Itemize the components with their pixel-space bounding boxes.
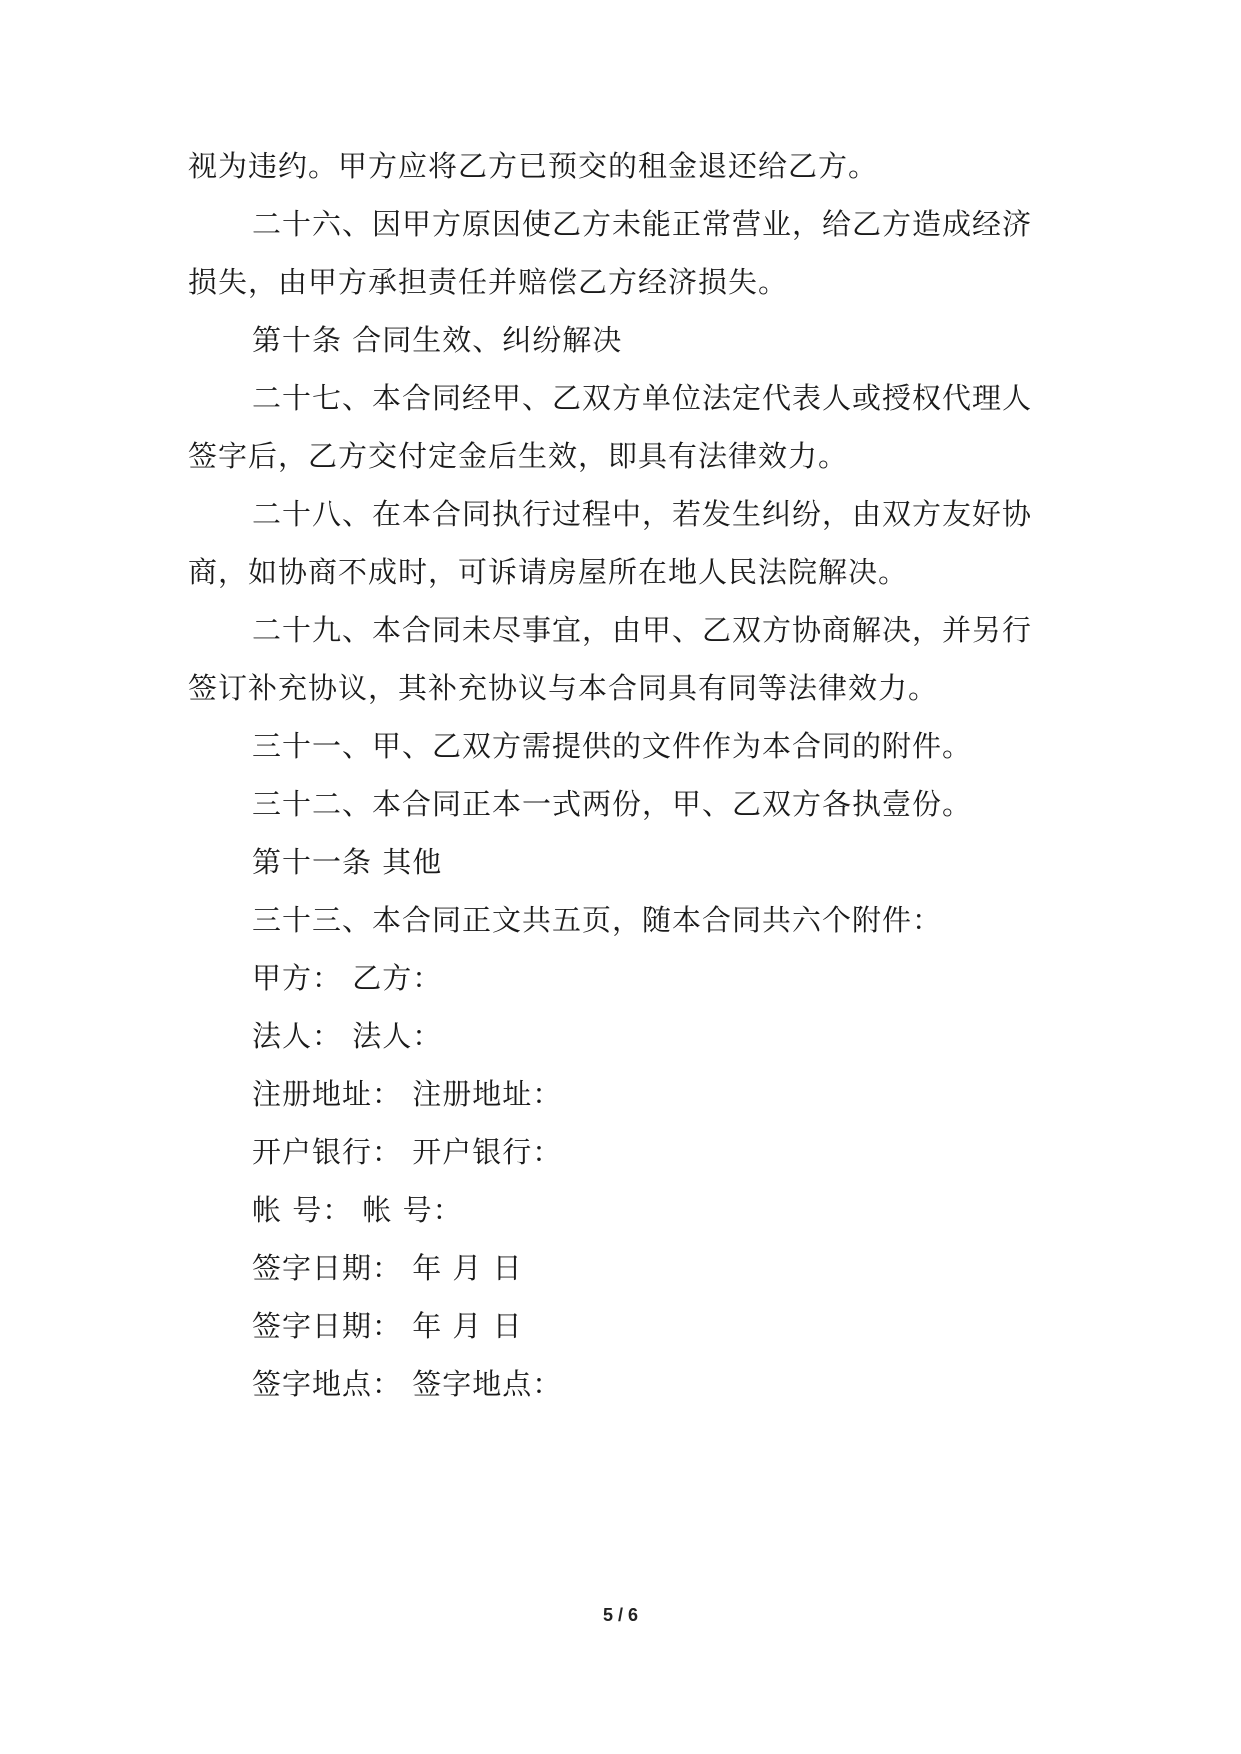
- clause-27-line-2: 签字后，乙方交付定金后生效，即具有法律效力。: [188, 439, 849, 473]
- section-11-heading: 第十一条 其他: [252, 845, 443, 879]
- registered-address-line: 注册地址： 注册地址：: [252, 1077, 563, 1111]
- signing-date-line-1: 签字日期： 年 月 日: [252, 1251, 523, 1285]
- party-line: 甲方： 乙方：: [252, 961, 443, 995]
- paragraph-line-continuation: 视为违约。甲方应将乙方已预交的租金退还给乙方。: [188, 149, 879, 183]
- legal-person-line: 法人： 法人：: [252, 1019, 443, 1053]
- clause-27-line-1: 二十七、本合同经甲、乙双方单位法定代表人或授权代理人: [252, 381, 1033, 415]
- clause-29-line-2: 签订补充协议，其补充协议与本合同具有同等法律效力。: [188, 671, 939, 705]
- page-number: 5 / 6: [602, 1605, 639, 1625]
- section-10-heading: 第十条 合同生效、纠纷解决: [252, 323, 623, 357]
- clause-32: 三十二、本合同正本一式两份，甲、乙双方各执壹份。: [252, 787, 973, 821]
- signing-date-line-2: 签字日期： 年 月 日: [252, 1309, 523, 1343]
- clause-26-line-1: 二十六、因甲方原因使乙方未能正常营业，给乙方造成经济: [252, 207, 1033, 241]
- clause-31: 三十一、甲、乙双方需提供的文件作为本合同的附件。: [252, 729, 973, 763]
- bank-line: 开户银行： 开户银行：: [252, 1135, 563, 1169]
- signing-place-line: 签字地点： 签字地点：: [252, 1367, 563, 1401]
- clause-28-line-1: 二十八、在本合同执行过程中，若发生纠纷，由双方友好协: [252, 497, 1033, 531]
- clause-26-line-2: 损失，由甲方承担责任并赔偿乙方经济损失。: [188, 265, 789, 299]
- clause-33: 三十三、本合同正文共五页，随本合同共六个附件：: [252, 903, 943, 937]
- account-line: 帐 号： 帐 号：: [252, 1193, 463, 1227]
- clause-28-line-2: 商，如协商不成时，可诉请房屋所在地人民法院解决。: [188, 555, 909, 589]
- clause-29-line-1: 二十九、本合同未尽事宜，由甲、乙双方协商解决，并另行: [252, 613, 1033, 647]
